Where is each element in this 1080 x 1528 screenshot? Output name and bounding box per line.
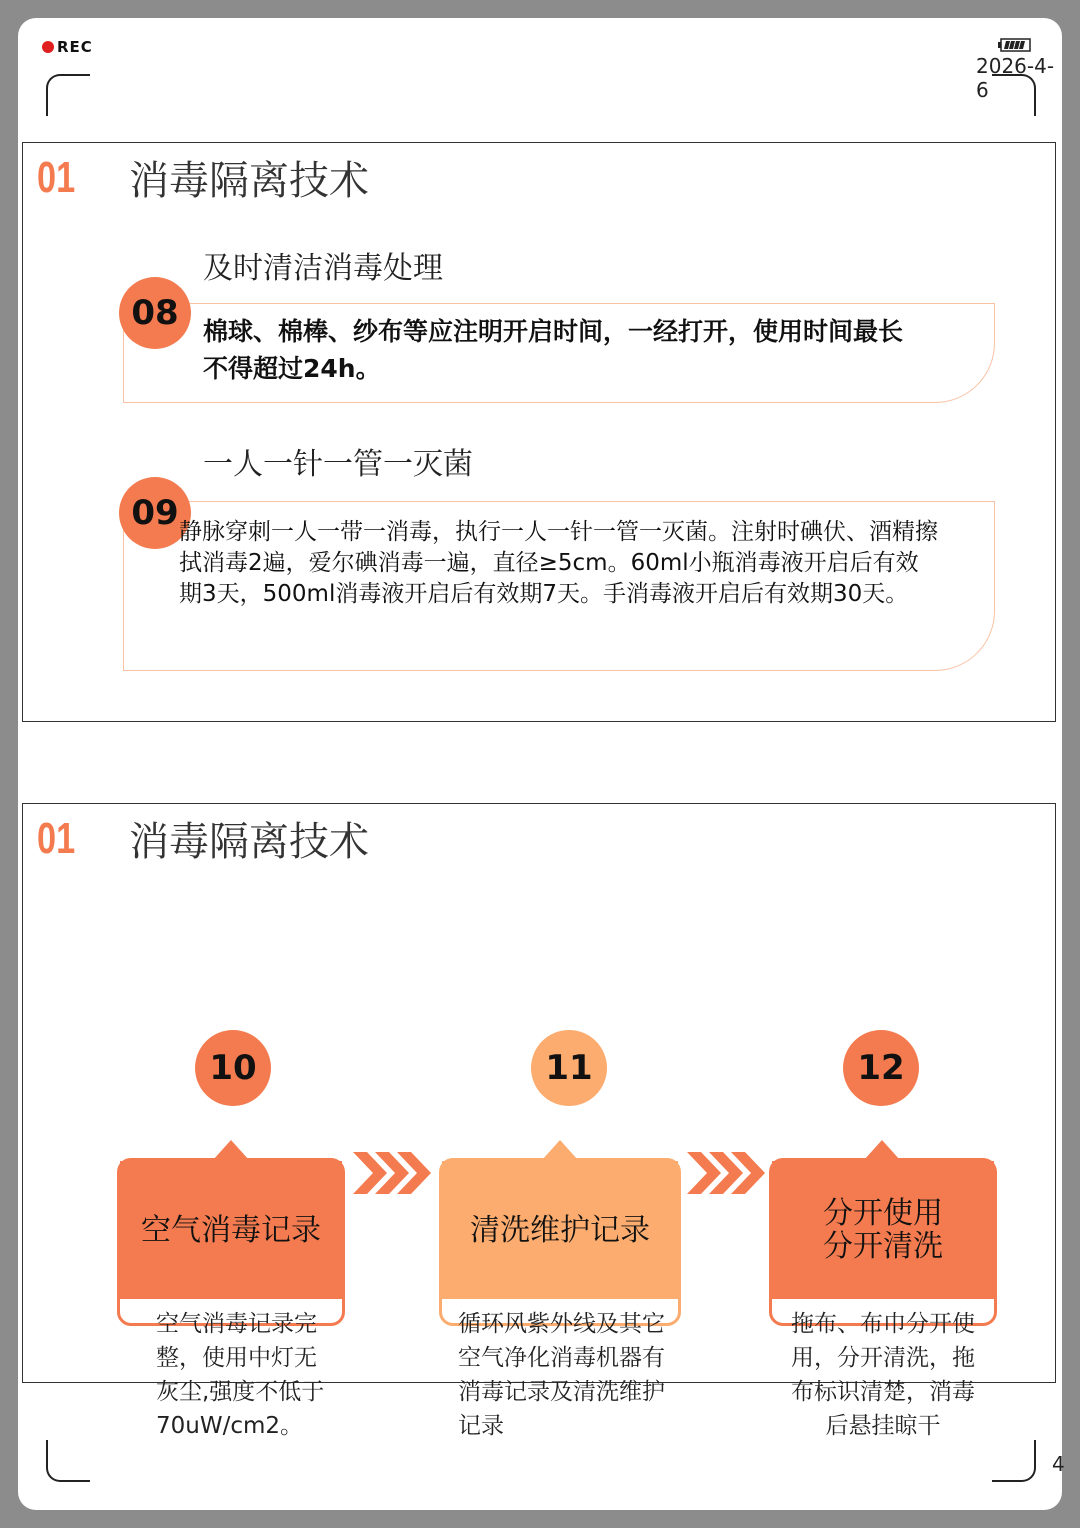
- card-frame: [769, 1158, 997, 1439]
- frame-corner-bottom-right: [992, 1440, 1036, 1482]
- item-number-badge: 09: [119, 477, 191, 549]
- frame-corner-top-left: [46, 74, 90, 116]
- card-12: [769, 1030, 997, 1439]
- card-body: 拖布、布巾分开使用，分开清洗，拖布标识清楚，消毒后悬挂晾干: [791, 1311, 975, 1439]
- card-heading: 空气消毒记录: [120, 1161, 342, 1299]
- slide-1: [22, 142, 1056, 722]
- frame-corner-bottom-left: [46, 1440, 90, 1482]
- item-09: [123, 439, 995, 671]
- item-body: 棉球、棉棒、纱布等应注明开启时间，一经打开，使用时间最长不得超过24h。: [203, 317, 904, 383]
- card-body: 空气消毒记录完整，使用中灯无灰尘,强度不低于70uW/cm2。: [156, 1311, 325, 1439]
- date-label: 2026-4-6: [976, 54, 1055, 102]
- section-title: 消毒隔离技术: [129, 819, 369, 865]
- triple-chevron-right-icon: [687, 1148, 765, 1198]
- card-number-badge: 12: [843, 1030, 919, 1106]
- card-body: 循环风紫外线及其它空气净化消毒机器有消毒记录及清洗维护记录: [458, 1311, 665, 1439]
- item-08: [123, 243, 995, 403]
- page-number: 4: [1052, 1452, 1065, 1476]
- frame-corner-top-right: [992, 74, 1036, 116]
- card-heading: 清洗维护记录: [442, 1161, 678, 1299]
- card-frame: [439, 1158, 681, 1439]
- page: [18, 18, 1065, 1510]
- card-frame: [117, 1158, 345, 1439]
- rec-dot-icon: [42, 41, 54, 53]
- item-body: 静脉穿刺一人一带一消毒，执行一人一针一管一灭菌。注射时碘伏、酒精擦拭消毒2遍，爱尔碘消毒一遍，直径≥5cm。60ml小瓶消毒液开启后有效期3天，500ml消毒液开启后有效期7天。手消毒液开启后有效期30天。: [179, 519, 938, 607]
- rec-indicator: [42, 38, 93, 56]
- item-title: 一人一针一管一灭菌: [203, 447, 473, 482]
- section-title: 消毒隔离技术: [129, 158, 369, 204]
- card-heading: 分开使用 分开清洗: [772, 1161, 994, 1299]
- card-number-badge: 11: [531, 1030, 607, 1106]
- slide-2: [22, 803, 1056, 1439]
- item-number-badge: 08: [119, 277, 191, 349]
- card-10: [117, 1030, 345, 1439]
- card-11: [439, 1030, 681, 1439]
- card-number-badge: 10: [195, 1030, 271, 1106]
- battery-icon: [998, 38, 1032, 52]
- card-notch: [213, 1140, 249, 1160]
- card-notch: [864, 1140, 900, 1160]
- section-number: 01: [37, 153, 76, 202]
- triple-chevron-right-icon: [353, 1148, 431, 1198]
- section-number: 01: [37, 814, 76, 863]
- item-title: 及时清洁消毒处理: [203, 251, 443, 286]
- rec-label: REC: [57, 38, 93, 56]
- card-notch: [542, 1140, 578, 1160]
